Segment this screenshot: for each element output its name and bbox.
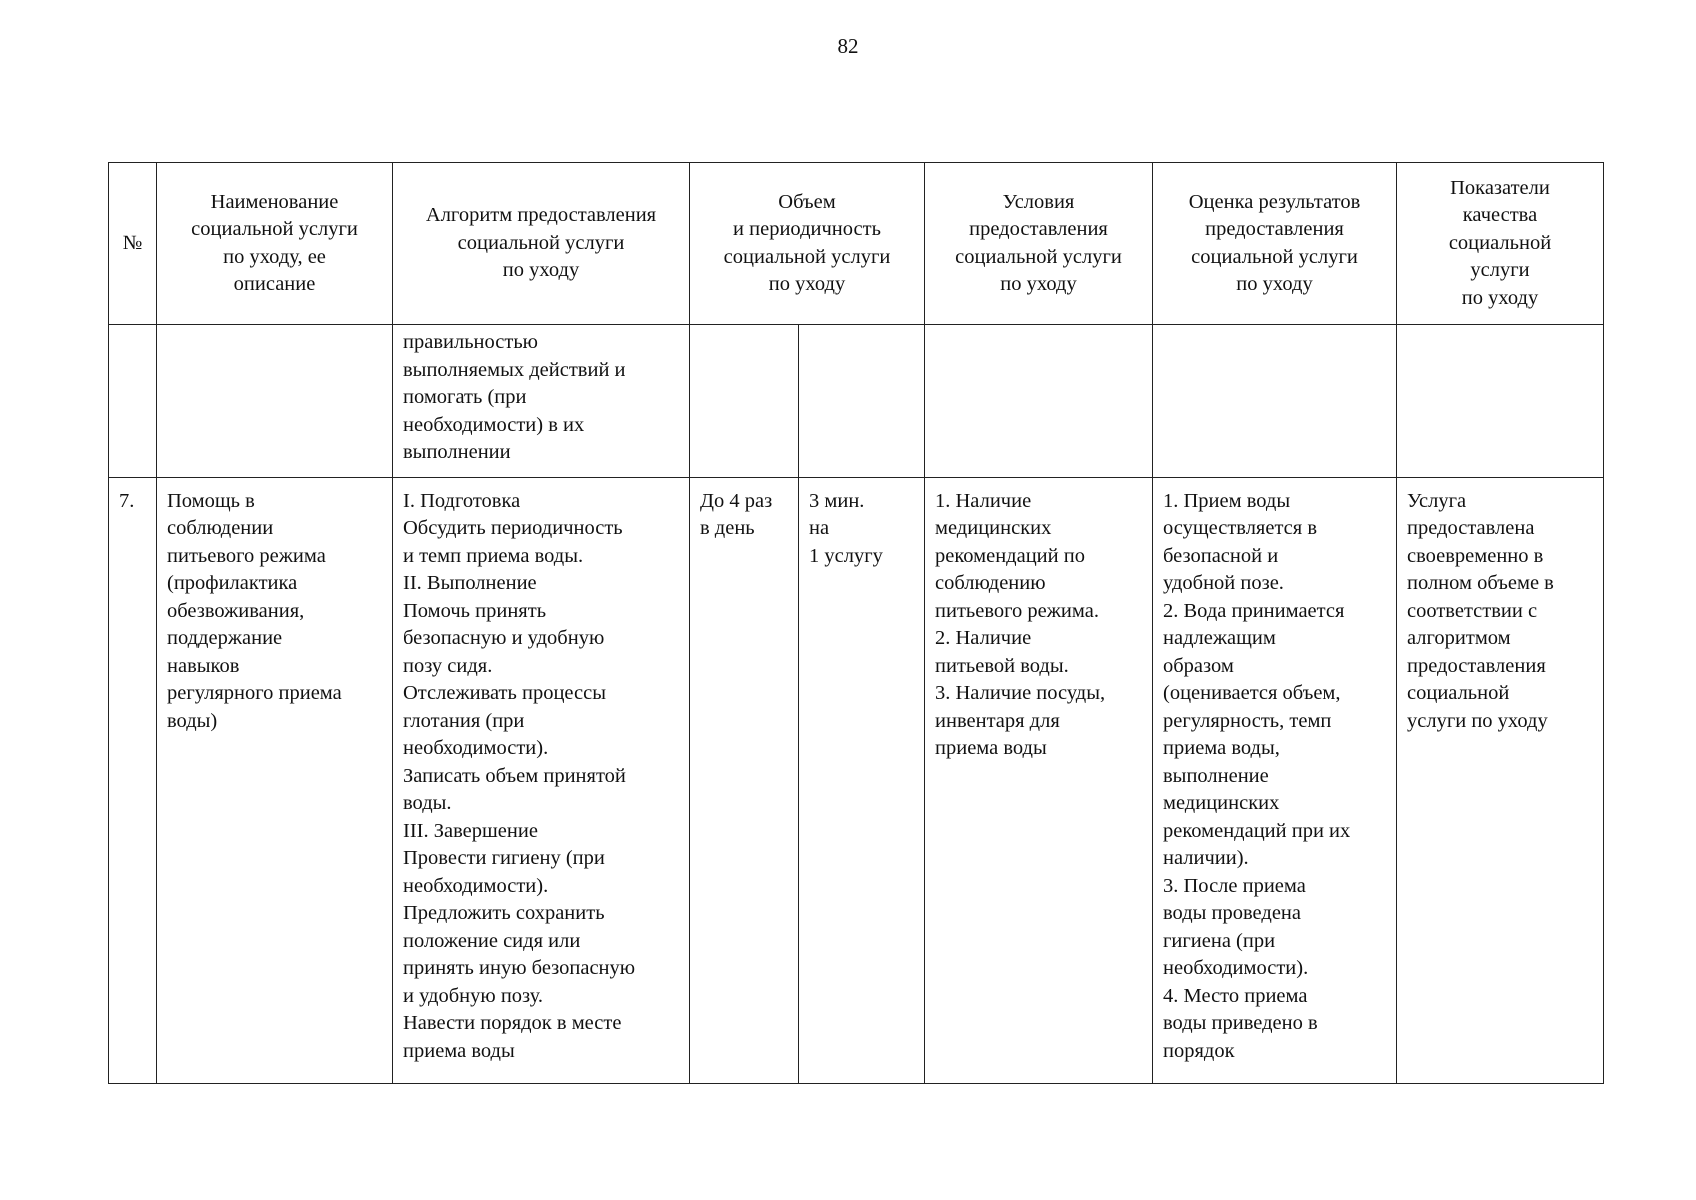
cell-volume: 3 мин. на 1 услугу bbox=[799, 477, 925, 1083]
table-row bbox=[109, 325, 1604, 478]
cell-algorithm: I. Подготовка Обсудить периодичность и темп приема воды. II. Выполнение Помочь принять безопасную и удобную позу сидя. Отслеживать процессы глотания (при необходимости). Записать объем принятой воды. III. Завершение Провести гигиену (при необходимости). Предложить сохранить положение сидя или принять иную безопасную и удобную позу. Навести порядок в месте приема воды bbox=[393, 477, 690, 1083]
cell-name bbox=[157, 325, 393, 478]
header-evaluation: Оценка результатов предоставления социальной услуги по уходу bbox=[1153, 163, 1397, 325]
header-volume-periodicity: Объем и периодичность социальной услуги по уходу bbox=[690, 163, 925, 325]
header-algorithm: Алгоритм предоставления социальной услуги по уходу bbox=[393, 163, 690, 325]
cell-num bbox=[109, 325, 157, 478]
page-number: 82 bbox=[837, 34, 859, 58]
header-conditions: Условия предоставления социальной услуги по уходу bbox=[925, 163, 1153, 325]
table-header-row bbox=[109, 163, 1604, 325]
cell-conditions bbox=[925, 325, 1153, 478]
cell-quality bbox=[1397, 325, 1604, 478]
cell-periodicity bbox=[690, 325, 799, 478]
cell-evaluation: 1. Прием воды осуществляется в безопасной и удобной позе. 2. Вода принимается надлежащим образом (оценивается объем, регулярность, темп приема воды, выполнение медицинских рекомендаций при их наличии). 3. После приема воды проведена гигиена (при необходимости). 4. Место приема воды приведено в порядок bbox=[1153, 477, 1397, 1083]
cell-num: 7. bbox=[109, 477, 157, 1083]
cell-algorithm-continuation: правильностью выполняемых действий и помогать (при необходимости) в их выполнении bbox=[393, 325, 690, 478]
table-row bbox=[109, 477, 1604, 1083]
cell-periodicity: До 4 раз в день bbox=[690, 477, 799, 1083]
cell-evaluation bbox=[1153, 325, 1397, 478]
cell-quality: Услуга предоставлена своевременно в полном объеме в соответствии с алгоритмом предоставления социальной услуги по уходу bbox=[1397, 477, 1604, 1083]
header-num: № bbox=[109, 163, 157, 325]
cell-conditions: 1. Наличие медицинских рекомендаций по соблюдению питьевого режима. 2. Наличие питьевой воды. 3. Наличие посуды, инвентаря для приема воды bbox=[925, 477, 1153, 1083]
cell-service-name: Помощь в соблюдении питьевого режима (профилактика обезвоживания, поддержание навыков регулярного приема воды) bbox=[157, 477, 393, 1083]
header-service-name: Наименование социальной услуги по уходу, ее описание bbox=[157, 163, 393, 325]
services-table bbox=[108, 162, 1604, 1084]
cell-volume bbox=[799, 325, 925, 478]
header-quality: Показатели качества социальной услуги по уходу bbox=[1397, 163, 1604, 325]
